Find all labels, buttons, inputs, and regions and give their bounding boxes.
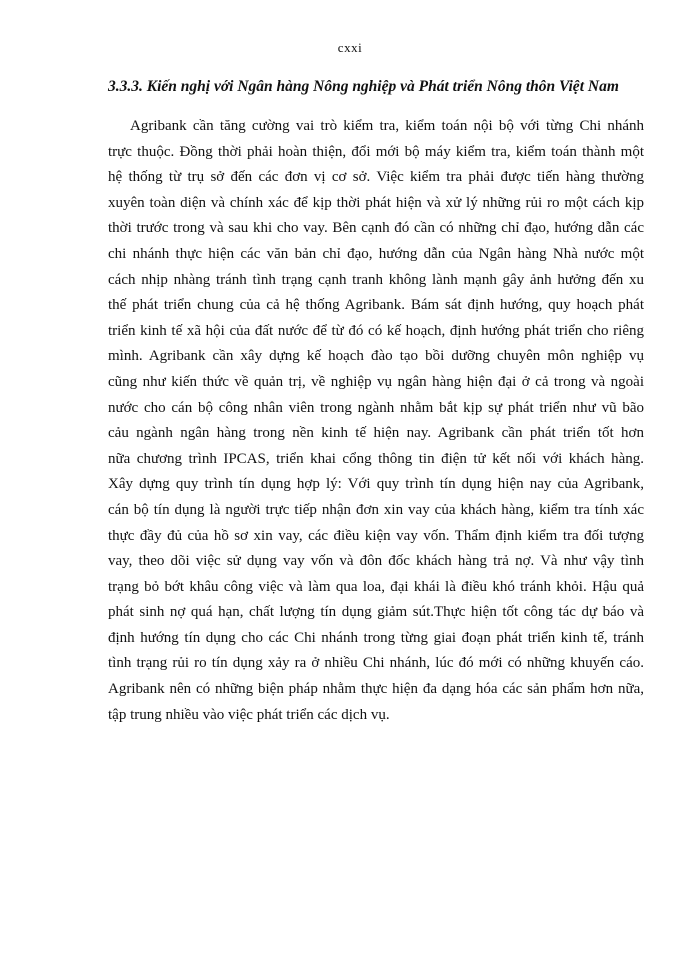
body-paragraph (108, 114, 644, 728)
text-line: cũng như kiến thức về quản trị, về nghiệp vụ ngân hàng hiện đại ở cả trong và ngoài (108, 373, 644, 390)
text-line: trạng bỏ bớt khâu công việc và làm qua loa, đại khái là điều khó tránh khỏi. Hậu quả (108, 578, 644, 595)
text-line: chi nhánh thực hiện các văn bản chỉ đạo, hướng dẫn của Ngân hàng Nhà nước một (108, 245, 644, 262)
text-line: định hướng tín dụng cho các Chi nhánh trong từng giai đoạn phát triển kinh tế, tránh (108, 629, 644, 646)
text-line: mình. Agribank cần xây dựng kế hoạch đào tạo bồi dưỡng chuyên môn nghiệp vụ (108, 348, 644, 365)
text-line: nước cho cán bộ công nhân viên trong ngành nhằm bắt kịp sự phát triển như vũ bão (108, 399, 644, 416)
text-line: tình trạng rủi ro tín dụng xảy ra ở nhiều Chi nhánh, lúc đó mới có những khuyến cáo. (108, 655, 644, 672)
text-line: vay, theo dõi việc sử dụng vay vốn và đôn đốc khách hàng trả nợ. Và như vậy tình (108, 553, 644, 570)
text-line: cảu ngành ngân hàng trong nền kinh tế hiện nay. Agribank cần phát triển tốt hơn (108, 425, 644, 442)
text-line: thời trước trong và sau khi cho vay. Bên cạnh đó cần có những chỉ đạo, hướng dẫn các (108, 220, 644, 237)
text-line: hệ thống từ trụ sở đến các đơn vị cơ sở. Việc kiểm tra phải được tiến hàng thường (108, 169, 644, 186)
section-heading: 3.3.3. Kiến nghị với Ngân hàng Nông nghiệp và Phát triển Nông thôn Việt Nam (108, 78, 619, 95)
text-line: Xây dựng quy trình tín dụng hợp lý: Với quy trình tín dụng hiện nay của Agribank, (108, 476, 644, 493)
text-line: trực thuộc. Đồng thời phải hoàn thiện, đổi mới bộ máy kiểm tra, kiểm toán thành một (108, 143, 644, 160)
text-line: tập trung nhiều vào việc phát triển các dịch vụ. (108, 706, 390, 723)
text-line: xuyên toàn diện và chính xác để kịp thời phát hiện và xử lý những rủi ro một cách kịp (108, 194, 644, 211)
text-line: thực đầy đủ của hồ sơ xin vay, các điều kiện vay vốn. Thẩm định kiểm tra đối tượng (108, 527, 644, 544)
page-number: cxxi (337, 40, 363, 55)
text-line: cán bộ tín dụng là người trực tiếp nhận đơn xin vay của khách hàng, kiểm tra tính xác (108, 501, 644, 518)
text-line: phát sinh nợ quá hạn, chất lượng tín dụng giảm sút.Thực hiện tốt công tác dự báo và (108, 604, 644, 621)
text-line: thế phát triển chung của cả hệ thống Agribank. Bám sát định hướng, quy hoạch phát (108, 297, 644, 314)
text-line: Agribank cần tăng cường vai trò kiểm tra, kiểm toán nội bộ với từng Chi nhánh (130, 118, 644, 134)
text-line: Agribank nên có những biện pháp nhằm thực hiện đa dạng hóa các sản phẩm hơn nữa, (108, 681, 644, 698)
text-line: triển kinh tế xã hội của đất nước để từ đó có kế hoạch, định hướng phát triển cho riêng (108, 322, 644, 339)
text-line: cách nhịp nhàng tránh tình trạng cạnh tranh không lành mạnh gây ảnh hưởng đến xu (108, 271, 644, 288)
text-line: nữa chương trình IPCAS, triển khai cổng thông tin điện tử kết nối với khách hàng. (108, 450, 644, 467)
